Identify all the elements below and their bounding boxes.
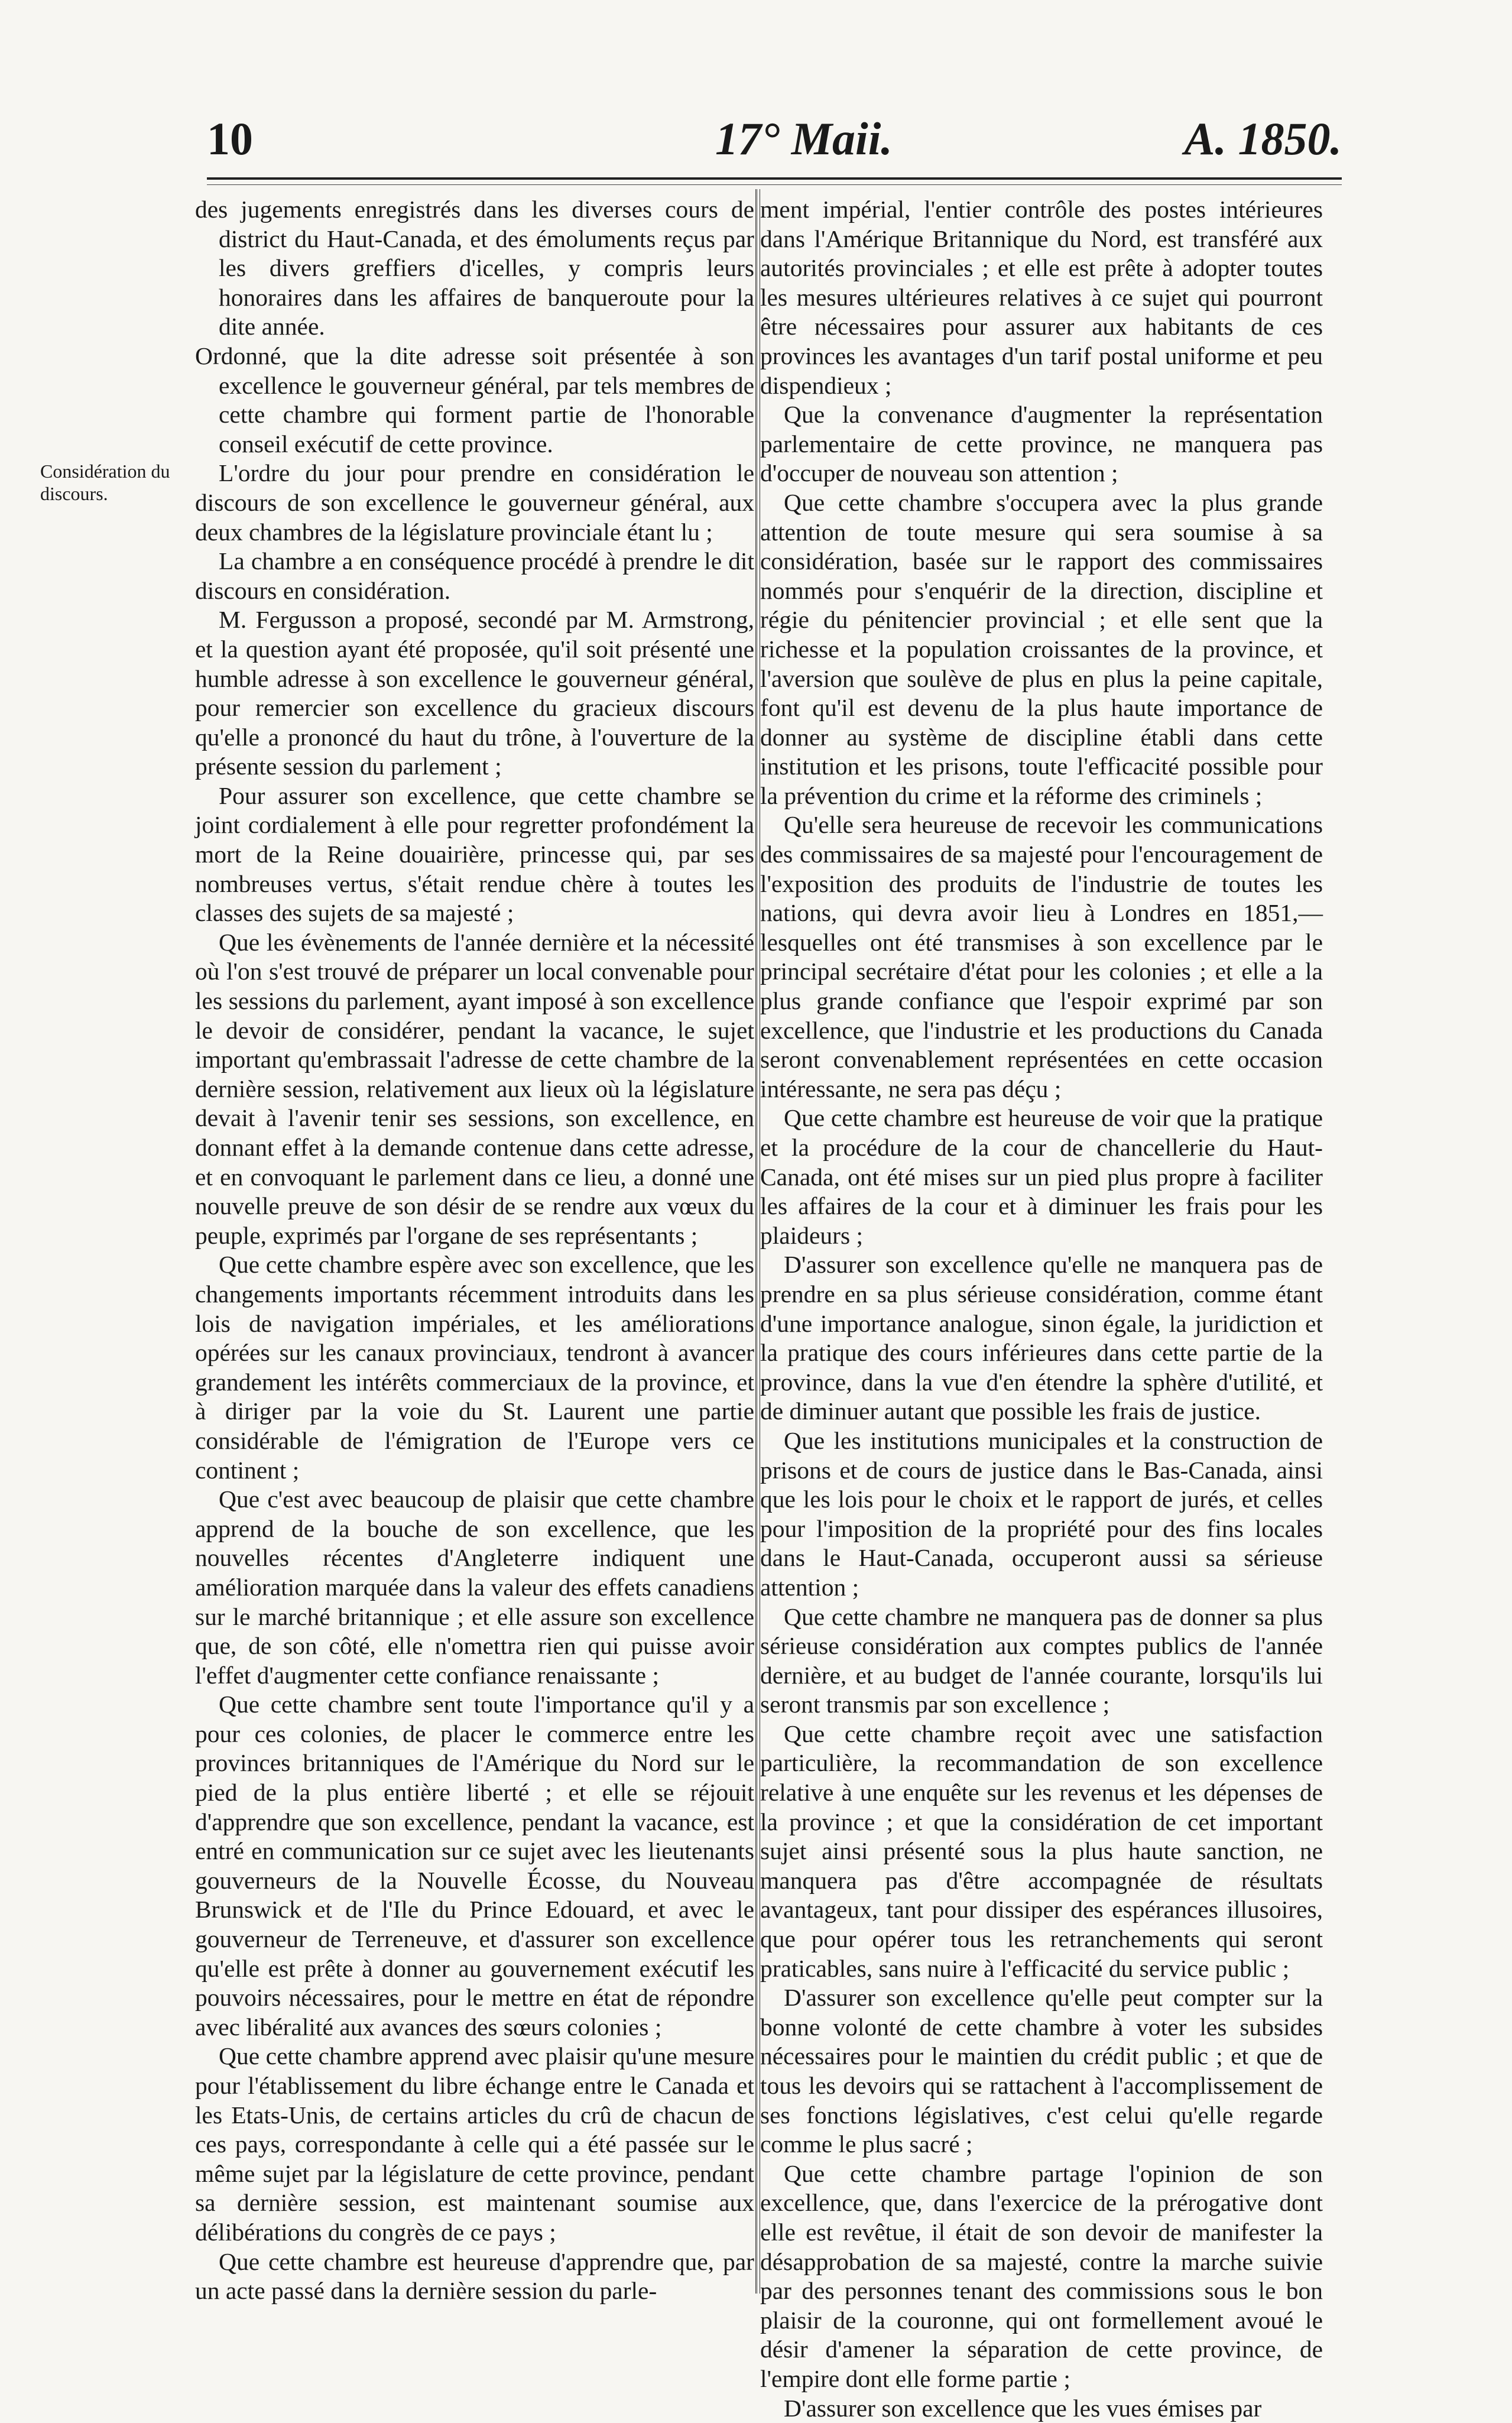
paragraph: Que cette chambre ne manquera pas de donner sa plus sérieuse considération aux comptes publics de l'année dernière, et au budget de l'année courante, lorsqu'ils lui seront transmis par son excellence ; (760, 1603, 1323, 1718)
paragraph: Qu'elle sera heureuse de recevoir les communications des commissaires de sa majesté pour l'encouragement de l'exposition des produits de l'industrie de toutes les nations, qui devra avoir lieu à Londres en 1851,—lesquelles ont été transmises à son excellence par le principal secrétaire d'état pour les colonies ; et elle a la plus grande confiance que l'espoir exprimé par son excellence, que l'industrie et les productions du Canada seront convenablement représentées en cette occasion intéressante, ne sera pas déçu ; (760, 811, 1323, 1102)
paragraph: des jugements enregistrés dans les diverses cours de district du Haut-Canada, et des émoluments reçus par les divers greffiers d'icelles, y compris leurs honoraires dans les affaires de banqueroute pour la dite année. (195, 196, 754, 340)
header-rule (207, 177, 1342, 180)
paragraph: L'ordre du jour pour prendre en considération le discours de son excellence le gouverneur général, aux deux chambres de la législature provinciale étant lu ; (195, 459, 754, 546)
paragraph: Que cette chambre partage l'opinion de son excellence, que, dans l'exercice de la prérogative dont elle est revêtue, il était de son devoir de manifester la désapprobation de sa majesté, contre la marche suivie par des personnes tenant des commissions sous le bon plaisir de la couronne, qui ont formellement avoué le désir d'amener la séparation de cette province, de l'empire dont elle forme partie ; (760, 2159, 1323, 2392)
paragraph: ment impérial, l'entier contrôle des postes intérieures dans l'Amérique Britannique du Nord, est transféré aux autorités provinciales ; et elle est prête à adopter toutes les mesures ultérieures relatives à ce sujet qui pourront être nécessaires pour assurer aux habitants de ces provinces les avantages d'un tarif postal uniforme et peu dispendieux ; (760, 196, 1323, 399)
paragraph: Que cette chambre sent toute l'importance qu'il y a pour ces colonies, de placer le commerce entre les provinces britanniques de l'Amérique du Nord sur le pied de la plus entière liberté ; et elle se réjouit d'apprendre que son excellence, pendant la vacance, est entré en communication sur ce sujet avec les lieutenants gouverneurs de la Nouvelle Écosse, du Nouveau Brunswick et de l'Ile du Prince Edouard, et avec le gouverneur de Terreneuve, et d'assurer son excellence qu'elle est prête à donner au gouvernement exécutif les pouvoirs nécessaires, pour le mettre en état de répondre avec libéralité aux avances des sœurs colonies ; (195, 1691, 754, 2041)
page-date: 17° Maii. (715, 113, 893, 164)
left-column (195, 195, 754, 2306)
paragraph: Que cette chambre apprend avec plaisir qu'une mesure pour l'établissement du libre échange entre le Canada et les Etats-Unis, de certains articles du crû de chacun de ces pays, correspondante à celle qui a été passée sur le même sujet par la législature de cette province, pendant sa dernière session, est maintenant soumise aux délibérations du congrès de ce pays ; (195, 2042, 754, 2246)
page-header (207, 112, 1342, 177)
right-column (760, 195, 1323, 2423)
paragraph: La chambre a en conséquence procédé à prendre le dit discours en considération. (195, 547, 754, 604)
paragraph: Que les évènements de l'année dernière et la nécessité où l'on s'est trouvé de préparer un local convenable pour les sessions du parlement, ayant imposé à son excellence le devoir de considérer, pendant la vacance, le sujet important qu'embrassait l'adresse de cette chambre de la dernière session, relativement aux lieux où la législature devait à l'avenir tenir ses sessions, son excellence, en donnant effet à la demande contenue dans cette adresse, et en convoquant le parlement dans ce lieu, a donné une nouvelle preuve de son désir de se rendre aux vœux du peuple, exprimés par l'organe de ses représentants ; (195, 928, 754, 1249)
paragraph: Que cette chambre est heureuse d'apprendre que, par un acte passé dans la dernière session du parle- (195, 2247, 754, 2305)
paragraph: D'assurer son excellence que les vues émises par (784, 2394, 1262, 2422)
paragraph: Ordonné, que la dite adresse soit présentée à son excellence le gouverneur général, par tels membres de cette chambre qui forment partie de l'honorable conseil exécutif de cette province. (195, 342, 754, 458)
page-year: A. 1850. (1184, 113, 1342, 164)
column-divider (755, 189, 760, 2294)
header-rule-thin (207, 184, 1342, 185)
paragraph: Que cette chambre s'occupera avec la plus grande attention de toute mesure qui sera soumise à sa considération, basée sur le rapport des commissaires nommés pour s'enquérir de la direction, discipline et régie du pénitencier provincial ; et elle sent que la richesse et la population croissantes de la province, et l'aversion que soulève de plus en plus la peine capitale, font qu'il est devenu de la plus haute importance de donner au système de discipline établi dans cette institution et les prisons, toute l'efficacité possible pour la prévention du crime et la réforme des criminels ; (760, 488, 1323, 809)
paragraph: Que les institutions municipales et la construction de prisons et de cours de justice dans le Bas-Canada, ainsi que les lois pour le choix et le rapport de jurés, et celles pour l'imposition de la propriété pour des fins locales dans le Haut-Canada, occuperont aussi sa sérieuse attention ; (760, 1426, 1323, 1601)
paragraph: Que cette chambre est heureuse de voir que la pratique et la procédure de la cour de chancellerie du Haut-Canada, ont été mises sur un pied plus propre à faciliter les affaires de la cour et à diminuer les frais pour les plaideurs ; (760, 1104, 1323, 1249)
paragraph: Que cette chambre espère avec son excellence, que les changements importants récemment introduits dans les lois de navigation impériales, et les améliorations opérées sur les canaux provinciaux, tendront à avancer grandement les intérêts commerciaux de la province, et à diriger par la voie du St. Laurent une partie considérable de l'émigration de l'Europe vers ce continent ; (195, 1251, 754, 1484)
paragraph: Que la convenance d'augmenter la représentation parlementaire de cette province, ne manquera pas d'occuper de nouveau son attention ; (760, 401, 1323, 487)
paragraph: D'assurer son excellence qu'elle peut compter sur la bonne volonté de cette chambre à voter les subsides nécessaires pour le maintien du crédit public ; et que de tous les devoirs qui se rattachent à l'accomplissement de ses fonctions législatives, c'est celui qu'elle regarde comme le plus sacré ; (760, 1984, 1323, 2158)
paragraph: Pour assurer son excellence, que cette chambre se joint cordialement à elle pour regretter profondément la mort de la Reine douairière, princesse qui, par ses nombreuses vertus, s'était rendue chère à toutes les classes des sujets de sa majesté ; (195, 781, 754, 927)
margin-note: Considération du discours. (40, 460, 170, 504)
page-number: 10 (207, 113, 253, 164)
paragraph: D'assurer son excellence qu'elle ne manquera pas de prendre en sa plus sérieuse considération, comme étant d'une importance analogue, sinon égale, la juridiction et la pratique des cours inférieures dans cette partie de la province, dans la vue d'en étendre la sphère d'utilité, et de diminuer autant que possible les frais de justice. (760, 1251, 1323, 1425)
paragraph: Que cette chambre reçoit avec une satisfaction particulière, la recommandation de son excellence relative à une enquête sur les revenus et les dépenses de la province ; et que la considération de cet important sujet ainsi présenté sous la plus haute sanction, ne manquera pas d'être accompagnée de résultats avantageux, tant pour dissiper des espérances illusoires, que pour opérer tous les retranchements qui seront praticables, sans nuire à l'efficacité du service public ; (760, 1720, 1323, 1982)
paragraph: Que c'est avec beaucoup de plaisir que cette chambre apprend de la bouche de son excellence, que les nouvelles récentes d'Angleterre indiquent une amélioration marquée dans la valeur des effets canadiens sur le marché britannique ; et elle assure son excellence que, de son côté, elle n'omettra rien qui puisse avoir l'effet d'augmenter cette confiance renaissante ; (195, 1485, 754, 1689)
paragraph: M. Fergusson a proposé, secondé par M. Armstrong, et la question ayant été proposée, qu'il soit présenté une humble adresse à son excellence le gouverneur général, pour remercier son excellence du gracieux discours qu'elle a prononcé du haut du trône, à l'ouverture de la présente session du parlement ; (195, 606, 754, 780)
